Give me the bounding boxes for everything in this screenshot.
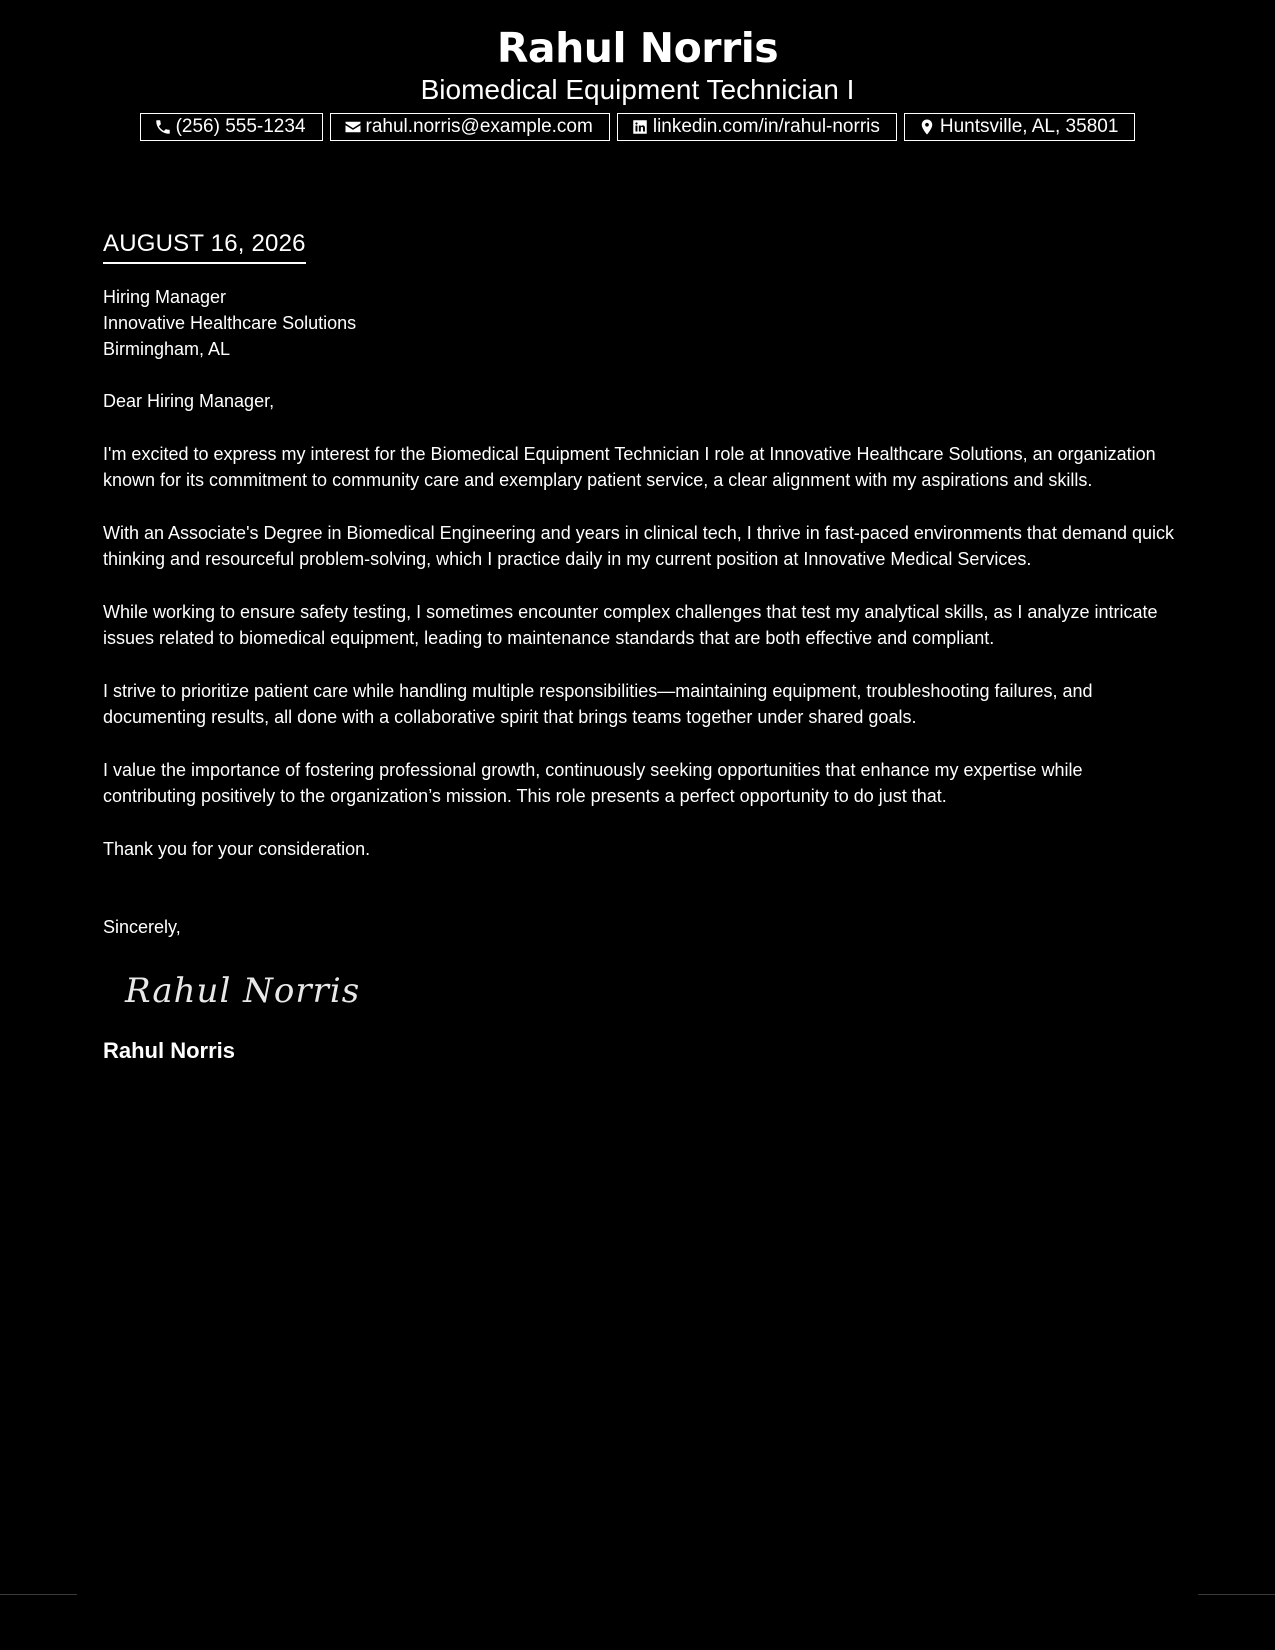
contact-location[interactable] [904, 113, 1136, 141]
phone-icon [154, 118, 172, 136]
recipient-line: Innovative Healthcare Solutions [103, 313, 357, 333]
letter-date: AUGUST 16, 2026 [103, 228, 306, 264]
map-pin-icon [918, 118, 936, 136]
body-paragraph: While working to ensure safety testing, I sometimes encounter complex challenges that test my analytical skills, as I analyze intricate issues related to biomedical equipment, leading to maintenance standards that are both effective and compliant. [103, 601, 1158, 648]
body-paragraph: I strive to prioritize patient care while handling multiple responsibilities—maintaining equipment, troubleshooting failures, and documenting results, all done with a collaborative spirit that brings teams together under shared goals. [103, 680, 1093, 727]
body-paragraph: I value the importance of fostering professional growth, continuously seeking opportunities that enhance my expertise while contributing positively to the organization’s mission. This role presents a perfect opportunity to do just that. [103, 759, 1083, 806]
recipient-block [103, 284, 1178, 362]
letter-body [103, 228, 1178, 1065]
contact-location-text: Huntsville, AL, 35801 [939, 116, 1119, 137]
applicant-name: Rahul Norris [496, 24, 779, 72]
recipient-line: Hiring Manager [103, 287, 227, 307]
body-paragraph: Thank you for your consideration. [103, 838, 371, 859]
applicant-job-title: Biomedical Equipment Technician I [420, 74, 855, 105]
recipient-line: Birmingham, AL [103, 339, 231, 359]
contact-bar [0, 113, 1275, 141]
footer-divider-left [0, 1594, 77, 1595]
envelope-icon [344, 118, 362, 136]
handwritten-signature: Rahul Norris [125, 970, 361, 1011]
contact-phone-text: (256) 555-1234 [175, 116, 306, 137]
contact-email[interactable] [330, 113, 610, 141]
body-paragraph: With an Associate's Degree in Biomedical Engineering and years in clinical tech, I thrive in fast-paced environments that demand quick thinking and resourceful problem-solving, which I practice daily in my current position at Innovative Medical Services. [103, 522, 1174, 569]
closing: Sincerely, [103, 917, 181, 937]
signed-name: Rahul Norris [103, 1037, 236, 1063]
linkedin-icon [631, 118, 649, 136]
contact-linkedin-text: linkedin.com/in/rahul-norris [652, 116, 880, 137]
letter-header [0, 22, 1275, 107]
footer-divider-right [1198, 1594, 1275, 1595]
body-paragraph: I'm excited to express my interest for the Biomedical Equipment Technician I role at Innovative Healthcare Solutions, an organization known for its commitment to community care and exemplary patient service, a clear alignment with my aspirations and skills. [103, 443, 1156, 490]
salutation: Dear Hiring Manager, [103, 391, 275, 411]
contact-linkedin[interactable] [617, 113, 897, 141]
contact-email-text: rahul.norris@example.com [365, 116, 593, 137]
contact-phone[interactable] [140, 113, 323, 141]
